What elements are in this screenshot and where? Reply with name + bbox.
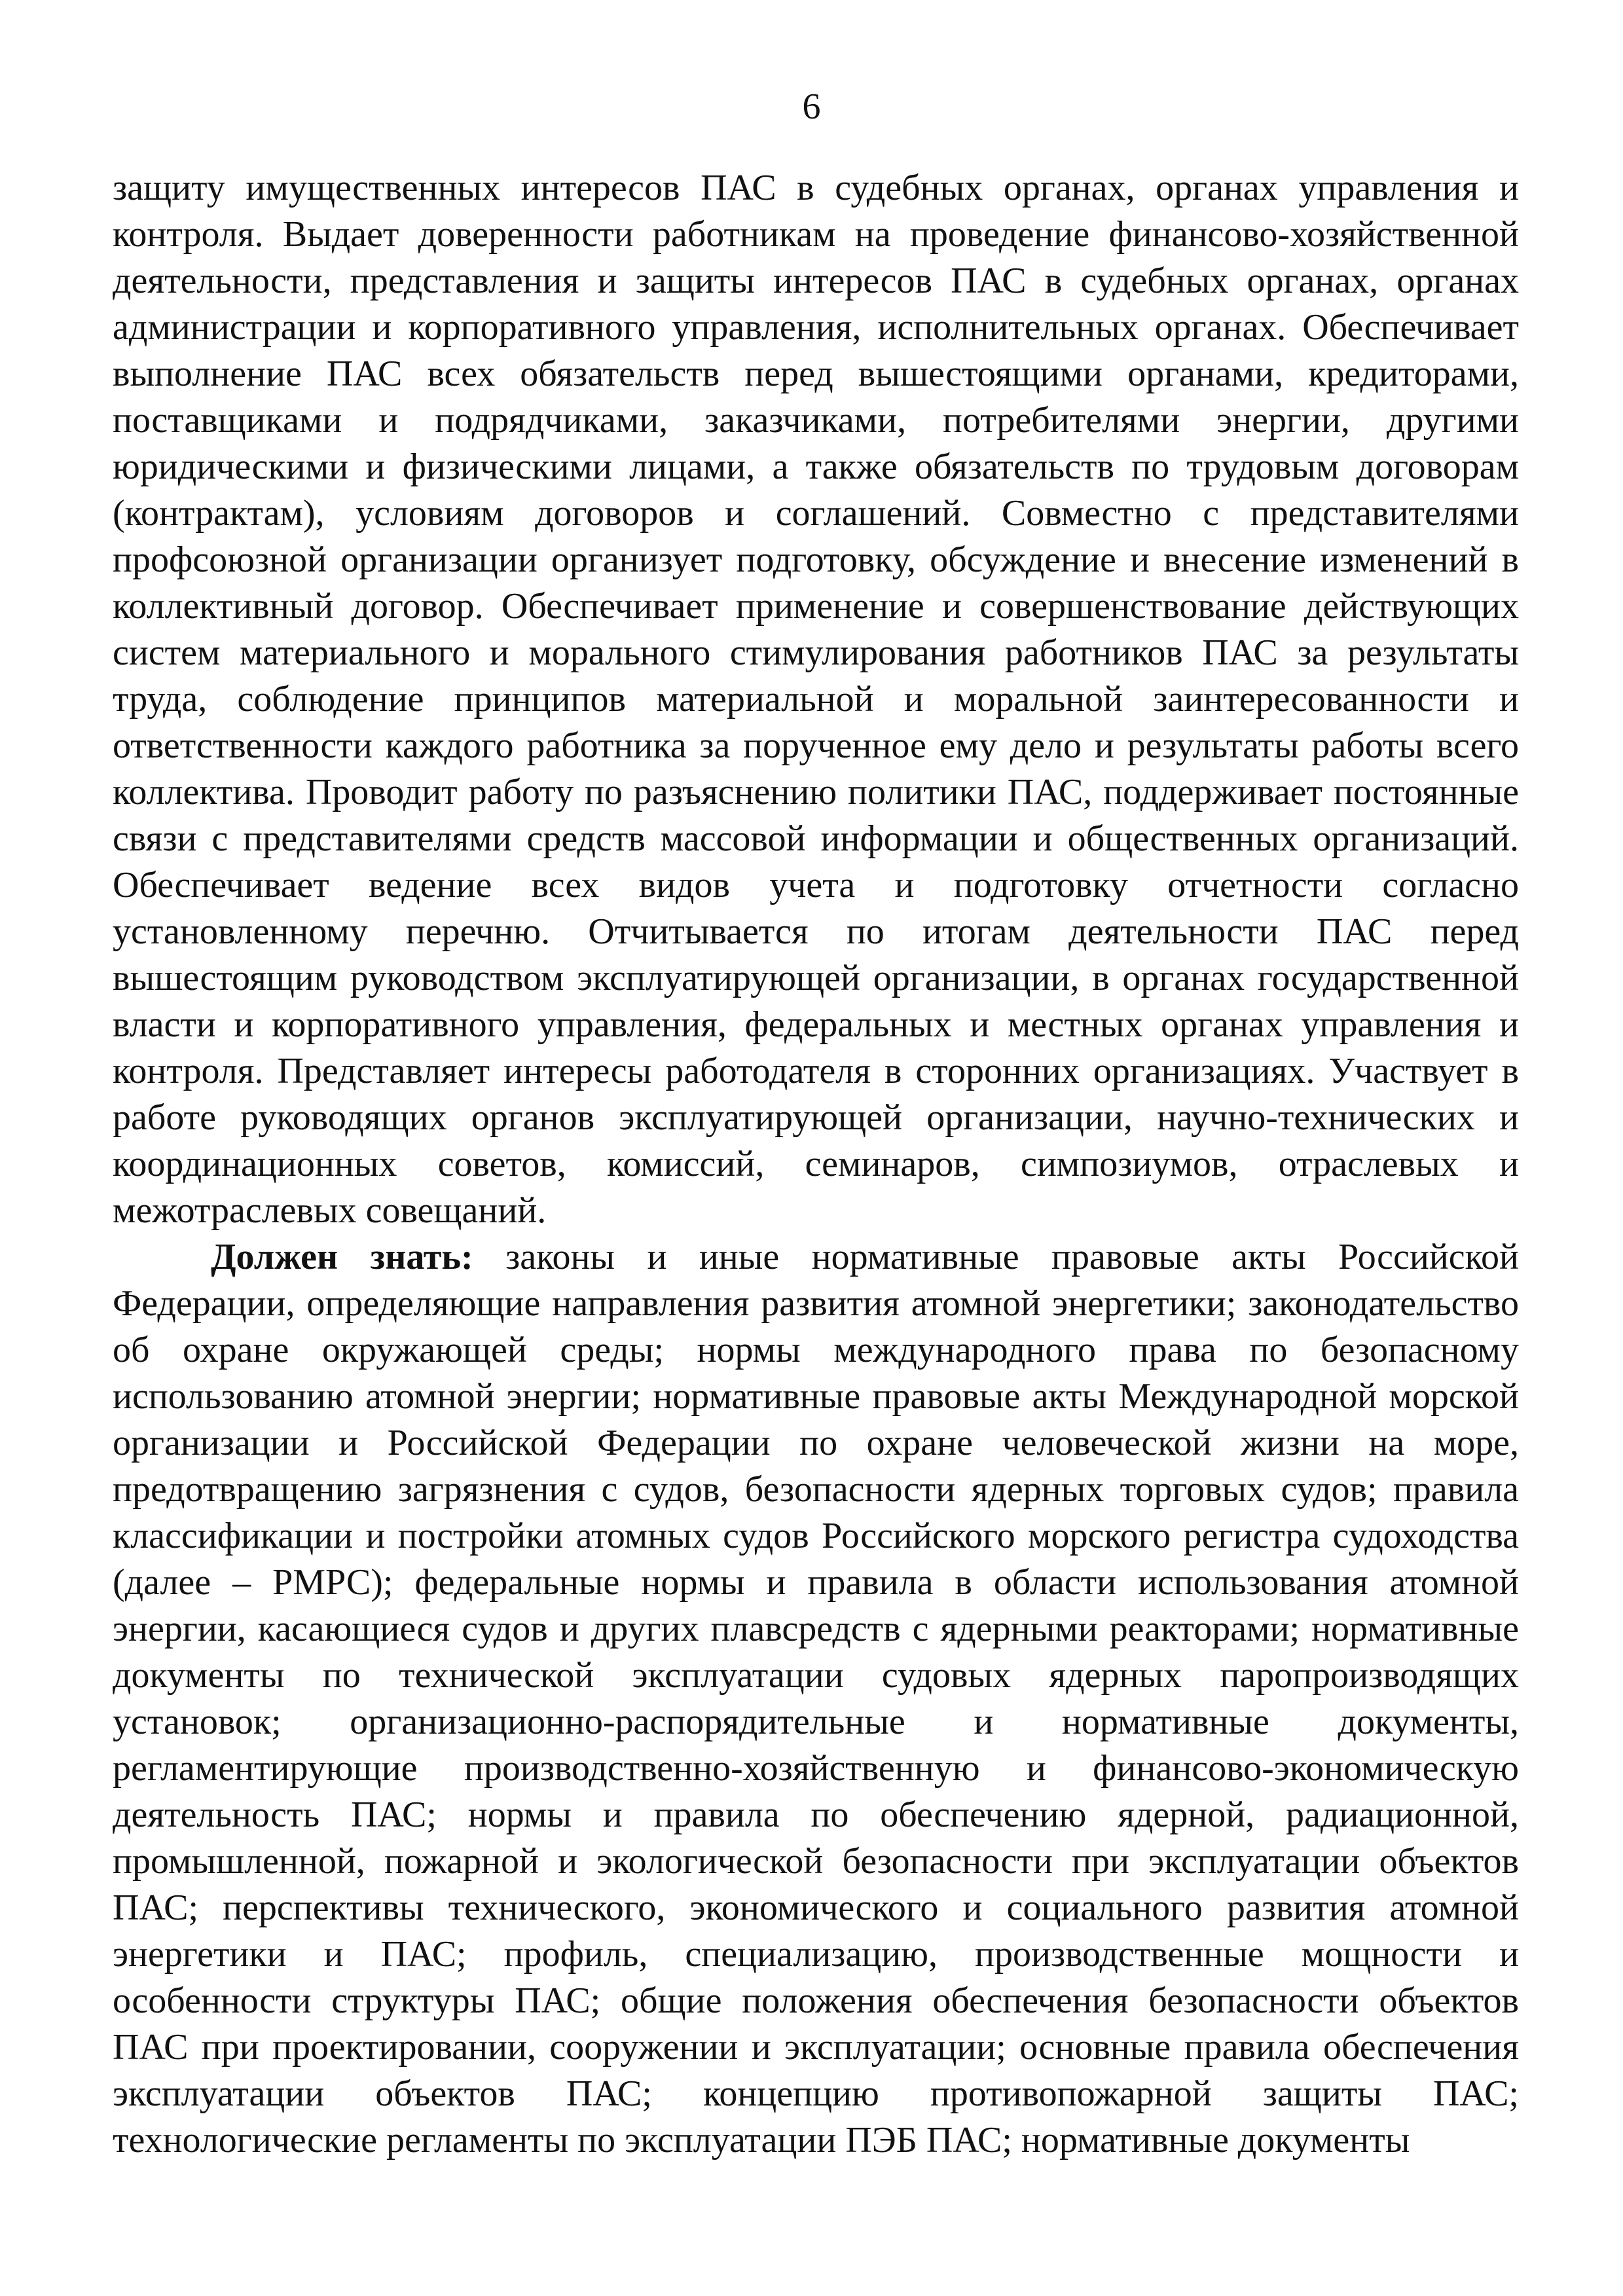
must-know-label: Должен знать: <box>211 1237 473 1277</box>
document-body <box>113 165 1519 2164</box>
paragraph-must-know <box>113 1234 1519 2164</box>
paragraph-duties: защиту имущественных интересов ПАС в судебных органах, органах управления и контроля. Выдает доверенности работникам на проведение финансово-хозяйственной деятельности, представления и защиты интересов ПАС в судебных органах, органах администрации и корпоративного управления, исполнительных органах. Обеспечивает выполнение ПАС всех обязательств перед вышестоящими органами, кредиторами, поставщиками и подрядчиками, заказчиками, потребителями энергии, другими юридическими и физическими лицами, а также обязательств по трудовым договорам (контрактам), условиям договоров и соглашений. Совместно с представителями профсоюзной организации организует подготовку, обсуждение и внесение изменений в коллективный договор. Обеспечивает применение и совершенствование действующих систем материального и морального стимулирования работников ПАС за результаты труда, соблюдение принципов материальной и моральной заинтересованности и ответственности каждого работника за порученное ему дело и результаты работы всего коллектива. Проводит работу по разъяснению политики ПАС, поддерживает постоянные связи с представителями средств массовой информации и общественных организаций. Обеспечивает ведение всех видов учета и подготовку отчетности согласно установленному перечню. Отчитывается по итогам деятельности ПАС перед вышестоящим руководством эксплуатирующей организации, в органах государственной власти и корпоративного управления, федеральных и местных органах управления и контроля. Представляет интересы работодателя в сторонних организациях. Участвует в работе руководящих органов эксплуатирующей организации, научно-технических и координационных советов, комиссий, семинаров, симпозиумов, отраслевых и межотраслевых совещаний. <box>113 168 1519 1231</box>
must-know-text: законы и иные нормативные правовые акты Российской Федерации, определяющие направления развития атомной энергетики; законодательство об охране окружающей среды; нормы международного права по безопасному использованию атомной энергии; нормативные правовые акты Международной морской организации и Российской Федерации по охране человеческой жизни на море, предотвращению загрязнения с судов, безопасности ядерных торговых судов; правила классификации и постройки атомных судов Российского морского регистра судоходства (далее – РМРС); федеральные нормы и правила в области использования атомной энергии, касающиеся судов и других плавсредств с ядерными реакторами; нормативные документы по технической эксплуатации судовых ядерных паропроизводящих установок; организационно-распорядительные и нормативные документы, регламентирующие производственно-хозяйственную и финансово-экономическую деятельность ПАС; нормы и правила по обеспечению ядерной, радиационной, промышленной, пожарной и экологической безопасности при эксплуатации объектов ПАС; перспективы технического, экономического и социального развития атомной энергетики и ПАС; профиль, специализацию, производственные мощности и особенности структуры ПАС; общие положения обеспечения безопасности объектов ПАС при проектировании, сооружении и эксплуатации; основные правила обеспечения эксплуатации объектов ПАС; концепцию противопожарной защиты ПАС; технологические регламенты по эксплуатации ПЭБ ПАС; нормативные документы <box>113 1237 1519 2160</box>
page-number: 6 <box>802 86 821 127</box>
